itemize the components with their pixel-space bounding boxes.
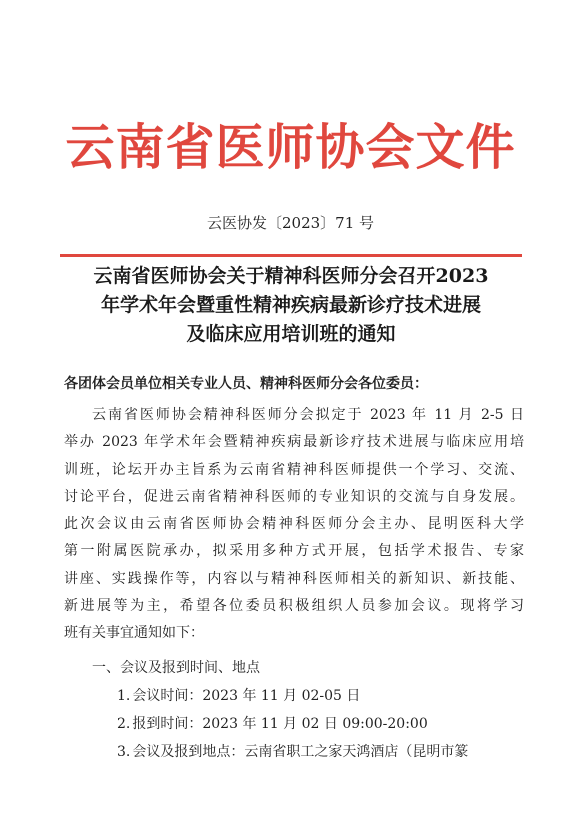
list-item [117, 742, 468, 762]
list-item [117, 714, 428, 734]
list-item-text: 会议及报到地点：云南省职工之家天鸿酒店（昆明市篆 [132, 744, 469, 760]
document-number: 云医协发〔2023〕71 号 [206, 214, 375, 232]
notice-title [60, 262, 522, 349]
notice-title-line: 及临床应用培训班的通知 [186, 323, 396, 345]
list-item-number: 1. [117, 688, 131, 704]
body-line: 云南省医师协会精神科医师分会拟定于 2023 年 11 月 2-5 日 [92, 407, 524, 423]
body-line: 班有关事宜通知如下： [64, 625, 204, 642]
list-item-number: 2. [117, 716, 131, 732]
notice-title-line: 年学术年会暨重性精神疾病最新诊疗技术进展 [100, 294, 481, 316]
body-line: 讲座、实践操作等，内容以与精神科医师相关的新知识、新技能、 [64, 570, 524, 587]
body-line: 此次会议由云南省医师协会精神科医师分会主办、昆明医科大学 [64, 516, 524, 533]
list-item-text: 会议时间：2023 年 11 月 02-05 日 [132, 688, 361, 704]
list-item-text: 报到时间：2023 年 11 月 02 日 09:00-20:00 [132, 716, 428, 732]
red-separator-line [60, 254, 522, 257]
body-line: 举办 2023 年学术年会暨精神疾病最新诊疗技术进展与临床应用培 [64, 434, 524, 451]
body-paragraph [64, 402, 524, 648]
notice-title-line: 云南省医师协会关于精神科医师分会召开2023 [93, 265, 489, 287]
body-line: 第一附属医院承办，拟采用多种方式开展，包括学术报告、专家 [64, 543, 524, 560]
list-item-number: 3. [117, 744, 131, 760]
body-line: 新进展等为主，希望各位委员积极组织人员参加会议。现将学习 [64, 598, 524, 615]
section-heading: 一、会议及报到时间、地点 [92, 660, 260, 676]
salutation: 各团体会员单位相关专业人员、精神科医师分会各位委员： [64, 376, 428, 392]
body-line: 讨论平台，促进云南省精神科医师的专业知识的交流与自身发展。 [64, 488, 524, 505]
body-line: 训班，论坛开办主旨系为云南省精神科医师提供一个学习、交流、 [64, 461, 524, 478]
org-masthead-title: 云南省医师协会文件 [65, 118, 516, 176]
list-item [117, 686, 360, 706]
